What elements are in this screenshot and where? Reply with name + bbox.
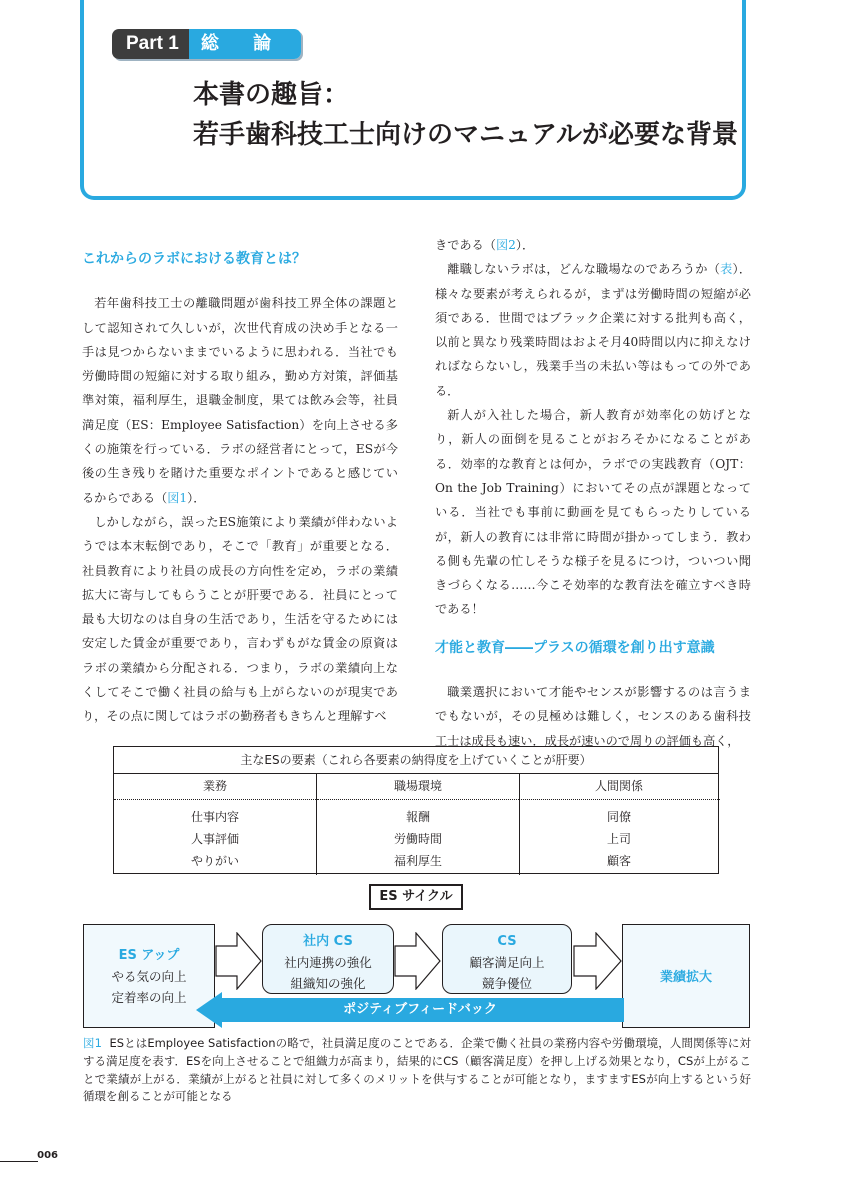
es-cycle-label: ES サイクル [369,884,463,910]
box-title: 社内 CS [303,934,353,949]
arrow-right-icon [573,932,623,990]
page-title [193,75,738,155]
paragraph: きである（図2）． [435,238,535,252]
es-elements-table [113,746,719,874]
paragraph: 離職しないラボは，どんな職場なのであろうか（表）．様々な要素が考えられるが，まずは労働時間の短縮が必須である．世間ではブラック企業に対する批判も高く，以前と異なり残業時間はおよそ月40時間以内に抑えなければならないし，残業手当の未払い等はもっての外である． [435,262,752,398]
left-column [82,233,398,729]
page-number [0,1150,58,1170]
table-item: 顧客 [606,854,631,868]
paragraph: 新人が入社した場合，新人教育が効率化の妨げとなり，新人の面倒を見ることがおろそかになることがある．効率的な教育とは何か，ラボでの実践教育（OJT：On the Job Training）においてその点が課題となっている．当社でも事前に動画を見てもらったりしているが，新人の教育には非常に時間が掛かってしまう．教わる側も先輩の忙しそうな様子を見るにつけ，ついつい聞きづらくなる……今こそ効率的な教育法を確立すべき時である！ [435,408,751,617]
box-line: 顧客満足向上 [469,955,545,970]
table-item: 労働時間 [393,832,442,846]
box-line: 競争優位 [481,976,532,991]
internal-cs-box [262,924,394,994]
box-title: ES アップ [118,948,180,963]
table-column-work [114,773,316,875]
caption-text: ESとはEmployee Satisfactionの略で，社員満足度のことである．企業で働く社員の業務内容や労働環境，人間関係等に対する満足度を表す．ESを向上させることで組織力が高まり，結果的にCS（顧客満足度）を押し上げる効果となり，CSが上がることで業績が上がる．業績が上がると社員に対して多くのメリットを供与することが可能となり，ますますESが向上するという好循環を創ることが可能となる [83,1036,751,1104]
part-badge [112,29,301,59]
box-line: 定着率の向上 [111,990,187,1005]
feedback-label: ポジティブフィードバック [343,1002,497,1017]
page-title-line1: 本書の趣旨： [193,80,350,110]
box-line: 組織知の強化 [290,976,366,991]
table-header: 主なESの要素（これら各要素の納得度を上げていくことが肝要） [114,747,718,774]
category-label: 人間関係 [518,773,720,800]
figure-caption [83,1035,751,1106]
page-number-text: 006 [37,1150,58,1161]
table-column-relations [518,773,720,875]
figure-reference[interactable]: 図2 [495,238,516,252]
box-line: 社内連携の強化 [284,955,372,970]
table-item: やりがい [190,854,239,868]
box-title: CS [497,934,517,949]
box-title: 業績拡大 [659,970,712,985]
page-title-line2: 若手歯科技工士向けのマニュアルが必要な背景 [193,120,738,150]
table-column-environment [316,773,520,875]
table-item: 人事評価 [190,832,239,846]
part-label: Part 1 [112,29,189,59]
paragraph: 若年歯科技工士の離職問題が歯科技工界全体の課題として認知されて久しいが，次世代育成の決め手となる一手は見つからないままでいるように思われる．当社でも労働時間の短縮に対する取り組み，勤め方対策，評価基準対策，福利厚生，退職金制度，果ては飲み会等，社員満足度（ES：Employee Satisfaction）を向上させる多くの施策を行っている．ラボの経営者にとって，ESが今後の生き残りを賭けた重要なポイントであると感じているからである（図1）． [82,296,398,505]
table-reference[interactable]: 表 [720,262,733,277]
table-item: 仕事内容 [190,810,239,824]
arrow-right-icon [215,932,263,990]
cs-box [442,924,572,994]
part-name: 総 論 [189,29,301,59]
business-growth-box [622,924,750,1028]
table-item: 報酬 [405,810,430,824]
paragraph: 職業選択において才能やセンスが影響するのは言うまでもないが，その見極めは難しく，センスのある歯科技工士は成長も速い．成長が速いので周りの評価も高く， [435,685,751,748]
right-column [435,233,751,753]
table-item: 福利厚生 [393,854,442,868]
category-label: 職場環境 [317,773,519,800]
paragraph: しかしながら，誤ったES施策により業績が伴わないようでは本末転倒であり，そこで「教育」が重要となる．社員教育により社員の成長の方向性を定め，ラボの業績拡大に寄与してもらうことが肝要である．社員にとって最も大切なのは自身の生活であり，生活を守るためには安定した賃金が重要であり，言わずもがな賃金の原資はラボの業績から分配される．つまり，ラボの業績向上なくしてそこで働く社員の給与も上がらないのが現実であり，その点に関してはラボの勤務者もきちんと理解すべ [82,514,398,724]
arrow-right-icon [394,932,442,990]
section-heading-education: これからのラボにおける教育とは？ [82,251,306,267]
table-item: 上司 [606,832,631,846]
page-number-rule [0,1161,38,1162]
category-label: 業務 [114,773,316,800]
figure-reference[interactable]: 図1 [167,490,188,505]
table-item: 同僚 [606,810,631,824]
section-heading-talent: 才能と教育――プラスの循環を創り出す意識 [435,639,715,656]
box-line: やる気の向上 [111,969,187,984]
figure-number: 図1 [83,1036,102,1050]
